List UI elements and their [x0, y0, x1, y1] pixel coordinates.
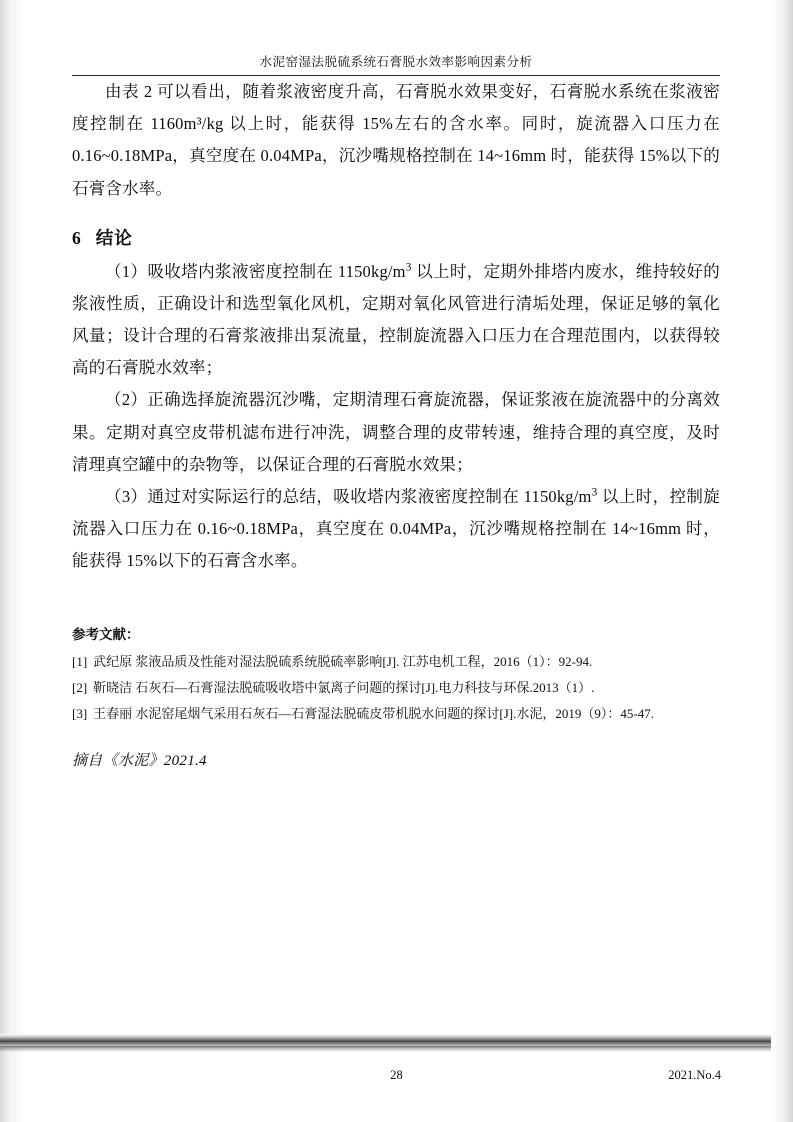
reference-marker: [2] [72, 680, 88, 696]
source-citation: 摘自《水泥》2021.4 [72, 753, 207, 770]
references-list [72, 649, 720, 727]
section-heading [72, 225, 720, 250]
running-header: 水泥窑湿法脱硫系统石膏脱水效率影响因素分析 [72, 52, 720, 76]
page-content [72, 52, 720, 770]
reference-item [72, 701, 720, 727]
intro-paragraph: 由表 2 可以看出，随着浆液密度升高，石膏脱水效果变好，石膏脱水系统在浆液密度控制在 1160m³/kg 以上时，能获得 15%左右的含水率。同时，旋流器入口压力在 0.16~0.18MPa，真空度在 0.04MPa，沉沙嘴规格控制在 14~16mm 时，能获得 15%以下的石膏含水率。 [72, 82, 720, 198]
conclusion-item-1 [72, 256, 720, 385]
footer-page-number: 28 [390, 1068, 403, 1082]
reference-marker: [1] [72, 654, 88, 670]
page-footer [72, 1068, 721, 1086]
conclusion-3-text-b: 以上时，控制旋流器入口压力在 0.16~0.18MPa，真空度在 0.04MPa，沉沙嘴规格控制在 14~16mm 时，能获得 15%以下的石膏含水率。 [72, 486, 720, 571]
section-title-text: 结论 [95, 227, 133, 248]
conclusion-item-3 [72, 481, 720, 578]
footer-issue-label: 2021.No.4 [668, 1068, 721, 1082]
reference-marker: [3] [72, 706, 88, 722]
reference-item [72, 649, 720, 675]
conclusion-1-text-b: 以上时，定期外排塔内废水，维持较好的浆液性质，正确设计和选型氧化风机，定期对氧化风管进行清垢处理，保证足够的氧化风量；设计合理的石膏浆液排出泵流量，控制旋流器入口压力在合理范围内，以获得较高的石膏脱水效率； [72, 261, 721, 378]
conclusion-item-2: （2）正确选择旋流器沉沙嘴，定期清理石膏旋流器，保证浆液在旋流器中的分离效果。定期对真空皮带机滤布进行冲洗，调整合理的皮带转速，维持合理的真空度，及时清理真空罐中的杂物等，以保证合理的石膏脱水效果； [72, 390, 720, 474]
reference-text: 王春丽 水泥窑尾烟气采用石灰石—石膏湿法脱硫皮带机脱水问题的探讨[J].水泥，2019（9）：45-47. [93, 706, 654, 722]
references-heading: 参考文献： [72, 627, 140, 643]
section-number: 6 [72, 227, 82, 248]
reference-text: 武纪原 浆液品质及性能对湿法脱硫系统脱硫率影响[J]. 江苏电机工程，2016（1）：92-94. [93, 654, 593, 670]
reference-text: 靳晓洁 石灰石—石膏湿法脱硫吸收塔中氯离子问题的探讨[J].电力科技与环保.2013（1）. [93, 680, 595, 696]
scan-shadow-band-secondary [0, 1046, 793, 1052]
reference-item [72, 675, 720, 701]
conclusion-3-text-a: （3）通过对实际运行的总结，吸收塔内浆液密度控制在 1150kg/m [105, 486, 592, 506]
conclusion-1-text-a: （1）吸收塔内浆液密度控制在 1150kg/m [105, 261, 406, 281]
conclusion-1-superscript: 3 [405, 261, 412, 274]
conclusion-3-superscript: 3 [591, 486, 598, 499]
